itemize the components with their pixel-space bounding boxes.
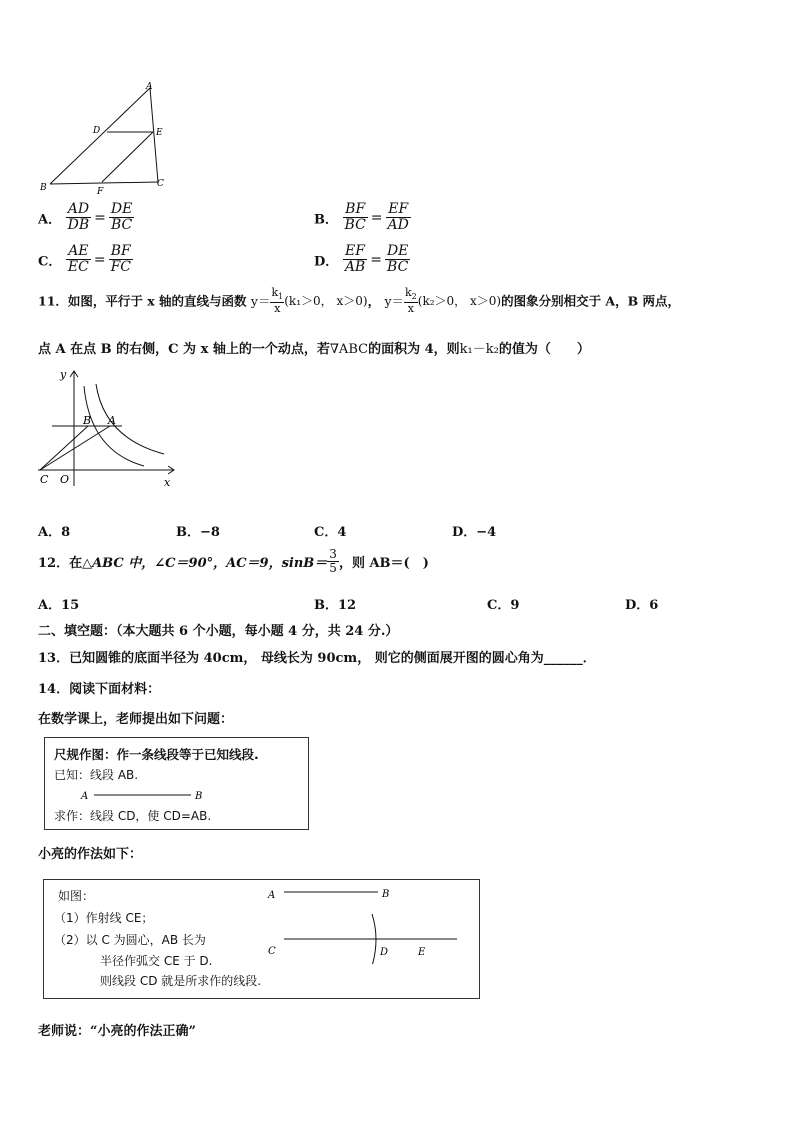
construction-l4: 半径作弧交 CE 于 D.	[100, 954, 213, 968]
problem-known: 已知：线段 AB.	[54, 768, 139, 782]
q11-stem-line2: 点 A 在点 B 的右侧，C 为 x 轴上的一个动点，若∇ABC的面积为 4，则k₁－k₂的值为（ ）	[38, 342, 590, 357]
box2-A-label: A	[268, 890, 276, 901]
box2-E-label: E	[418, 947, 426, 958]
q10-option-d: D． $\frac{EF}{AB}$ = $\frac{DE}{BC}$	[314, 243, 409, 276]
vertex-B-label: B	[40, 183, 47, 193]
box2-B-label: B	[382, 889, 390, 900]
point-A-label: A	[108, 414, 116, 427]
q14-line3: 老师说：“小亮的作法正确”	[38, 1024, 196, 1039]
q11-option-c: C．4	[314, 525, 347, 540]
q11-option-b: B．−8	[176, 525, 220, 540]
q14-intro: 14．阅读下面材料：	[38, 682, 161, 697]
q11-option-d: D．−4	[452, 525, 497, 540]
q12-option-c: C．9	[487, 598, 520, 613]
q10-option-b: B． $\frac{BF}{BC}$ = $\frac{EF}{AD}$	[314, 201, 409, 234]
vertex-D-label: D	[93, 126, 101, 136]
triangle-figure-q10	[30, 78, 180, 198]
construction-l1: 如图：	[58, 889, 95, 903]
q12-stem: 12．在△ABC 中，∠C＝90°，AC＝9，sinB＝ $\frac{3}{5}$ ，则 AB＝( )	[38, 547, 429, 576]
q10-option-c: C． $\frac{AE}{EC}$ = $\frac{BF}{FC}$	[38, 243, 131, 276]
vertex-C-label: C	[157, 179, 164, 189]
q12-option-b: B．12	[314, 598, 357, 613]
q13-stem: 13．已知圆锥的底面半径为 40cm， 母线长为 90cm， 则它的侧面展开图的圆心角为______．	[38, 651, 596, 666]
axis-y-label: y	[60, 368, 67, 381]
point-B-label: B	[83, 414, 92, 427]
construction-l3: （2）以 C 为圆心，AB 长为	[54, 933, 206, 947]
axis-x-label: x	[164, 476, 171, 489]
vertex-E-label: E	[156, 128, 163, 138]
point-C-label: C	[40, 473, 49, 486]
construction-l5: 则线段 CD 就是所求作的线段.	[100, 974, 262, 988]
q11-option-a: A．8	[38, 525, 71, 540]
segment-ab-figure	[78, 786, 208, 802]
q14-line1: 在数学课上，老师提出如下问题：	[38, 712, 234, 727]
segment-A-label: A	[81, 791, 89, 802]
section-heading: 二、填空题：（本大题共 6 个小题，每小题 4 分，共 24 分.）	[38, 624, 399, 639]
vertex-A-label: A	[146, 82, 153, 92]
hyperbola-figure-q11	[34, 366, 184, 491]
q14-line2: 小亮的作法如下：	[38, 847, 143, 862]
construction-l2: （1）作射线 CE；	[54, 911, 154, 925]
box2-D-label: D	[380, 947, 389, 958]
construction-figure	[262, 884, 472, 964]
q11-stem-line1: 11．如图，平行于 x 轴的直线与函数 y＝ $\frac{k_1}{x}$ (k₁＞0， x＞0)， y＝ $\frac{k_2}{x}$ (k₂＞0， x＞0)的图象分别相交于 A，B 两点，	[38, 286, 681, 315]
q12-option-d: D．6	[625, 598, 659, 613]
segment-B-label: B	[195, 791, 203, 802]
box2-C-label: C	[268, 946, 276, 957]
q12-option-a: A．15	[38, 598, 80, 613]
vertex-F-label: F	[97, 187, 104, 197]
problem-ask: 求作：线段 CD，使 CD=AB.	[54, 809, 212, 823]
q10-option-a: A． $\frac{AD}{DB}$ = $\frac{DE}{BC}$	[38, 201, 133, 234]
origin-O-label: O	[60, 473, 70, 486]
problem-title: 尺规作图：作一条线段等于已知线段.	[54, 747, 259, 762]
